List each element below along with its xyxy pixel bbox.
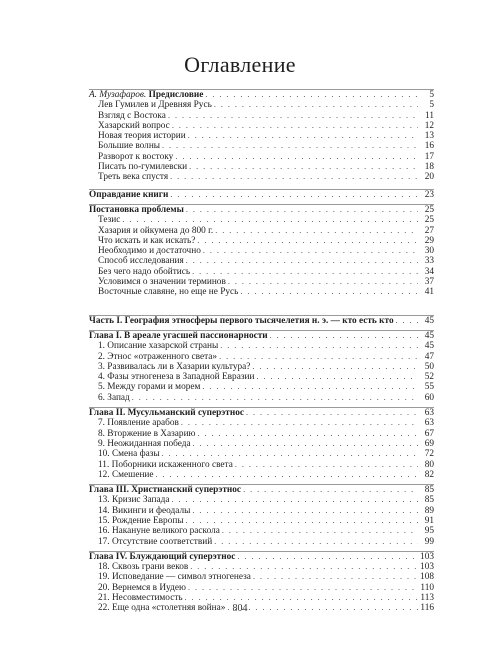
- toc-entry-page: 52: [424, 372, 434, 383]
- toc-entry-page: 63: [424, 418, 434, 429]
- toc-entry: [89, 287, 434, 297]
- toc-entry-page: 50: [424, 361, 434, 372]
- toc-entry-page: 25: [424, 204, 434, 215]
- toc-entry-page: 113: [420, 593, 434, 604]
- toc-entry-title: Большие волны: [98, 141, 161, 152]
- toc-dot-leader: [175, 152, 418, 162]
- toc-dot-leader: [188, 131, 418, 141]
- toc-entry-title: 19. Исповедание — символ этногенеза: [98, 572, 251, 583]
- page-number: 804: [232, 603, 248, 614]
- toc-dot-leader: [222, 526, 418, 536]
- toc-entry-title: Писать по-гумилевски: [98, 162, 188, 173]
- toc-dot-leader: [240, 287, 418, 297]
- toc-dot-leader: [186, 516, 418, 526]
- toc-entry: [89, 495, 434, 505]
- toc-entry-title: 16. Накануне великого раскола: [98, 526, 220, 537]
- toc-entry-title: 13. Кризис Запада: [98, 495, 170, 506]
- toc-entry: [89, 341, 434, 351]
- toc-entry-page: 99: [424, 536, 434, 547]
- toc-entry-title: Глава IV. Блуждающий суперэтнос: [89, 551, 236, 562]
- toc-dot-leader: [172, 495, 419, 505]
- toc-dot-leader: [156, 470, 418, 480]
- toc-entry-page: 37: [424, 277, 434, 288]
- toc-dot-leader: [202, 382, 418, 392]
- toc-entry-page: 18: [424, 162, 434, 173]
- toc-entry-title: 14. Викинги и феодалы: [98, 505, 191, 516]
- toc-entry-page: 108: [420, 572, 434, 583]
- toc-dot-leader: [192, 267, 418, 277]
- toc-entry-page: 85: [424, 495, 434, 506]
- toc-dot-leader: [122, 215, 418, 225]
- toc-entry-title: Глава II. Мусульманский суперэтнос: [89, 408, 244, 419]
- toc-entry: [89, 460, 434, 470]
- toc-entry-page: 13: [424, 131, 434, 142]
- toc-entry: [89, 537, 434, 547]
- toc-entry-title: 9. Неожиданная победа: [98, 438, 191, 449]
- toc-entry-page: 27: [424, 225, 434, 236]
- toc-entry-page: 91: [424, 515, 434, 526]
- toc-entry: [89, 382, 434, 392]
- toc-dot-leader: [270, 331, 418, 341]
- toc-entry-title: 15. Рождение Европы: [98, 515, 184, 526]
- toc-entry-page: 67: [424, 428, 434, 439]
- toc-entry: [89, 246, 434, 256]
- toc-dot-leader: [253, 572, 418, 582]
- toc-dot-leader: [168, 111, 418, 121]
- toc-entry-title: Часть I. География этносферы первого тысячелетия н. э. — кто есть кто: [89, 315, 394, 326]
- toc-entry-page: 12: [424, 120, 434, 131]
- toc-entry-title: Разворот к востоку: [98, 151, 174, 162]
- toc-dot-leader: [132, 393, 418, 403]
- toc-entry-title: 4. Фазы этногенеза в Западной Евразии: [98, 372, 255, 383]
- toc-entry-page: 55: [424, 382, 434, 393]
- toc-entry: [89, 393, 434, 403]
- toc-entry-title: Что искать и как искать?: [98, 235, 196, 246]
- toc-spacer: [89, 298, 434, 315]
- toc-entry-title: Оправдание книги: [89, 189, 169, 200]
- toc-dot-leader: [243, 485, 418, 495]
- toc-entry-page: 29: [424, 235, 434, 246]
- toc-entry: [89, 484, 434, 495]
- toc-dot-leader: [214, 100, 418, 110]
- toc-entry-page: 23: [424, 189, 434, 200]
- toc-entry: [89, 111, 434, 121]
- toc-entry: [89, 526, 434, 536]
- toc-entry: [89, 121, 434, 131]
- toc-entry-title: Восточные славяне, но еще не Русь: [98, 287, 239, 298]
- toc-entry-page: 103: [420, 562, 434, 573]
- toc-entry-page: 110: [420, 582, 434, 593]
- toc-dot-leader: [214, 537, 418, 547]
- toc-entry-page: 11: [425, 110, 434, 121]
- toc-entry: [89, 89, 434, 100]
- toc-entry-page: 45: [424, 330, 434, 341]
- toc-entry: [89, 551, 434, 562]
- toc-entry-title: 21. Несовместимость: [98, 593, 183, 604]
- toc-entry-heading: Предисловие: [148, 90, 204, 100]
- toc-entry-page: 17: [424, 151, 434, 162]
- toc-entry: [89, 372, 434, 382]
- toc-entry: [89, 236, 434, 246]
- toc-entry-page: 80: [424, 459, 434, 470]
- toc-entry: [89, 429, 434, 439]
- toc-dot-leader: [193, 439, 418, 449]
- toc-entry: [89, 449, 434, 459]
- toc-entry: [89, 593, 434, 603]
- toc-entry: [89, 267, 434, 277]
- toc-entry: [89, 330, 434, 341]
- toc-entry-page: 25: [424, 215, 434, 226]
- toc-dot-leader: [246, 408, 418, 418]
- toc-dot-leader: [192, 506, 418, 516]
- toc-entry: [89, 152, 434, 162]
- toc-entry-page: 82: [424, 469, 434, 480]
- toc-dot-leader: [396, 316, 418, 326]
- toc-entry-page: 116: [420, 603, 434, 614]
- toc-dot-leader: [198, 429, 419, 439]
- toc-entry-page: 63: [424, 408, 434, 419]
- toc-entry-page: 5: [429, 90, 434, 100]
- toc-dot-leader: [172, 121, 418, 131]
- toc-entry: [89, 215, 434, 225]
- toc-entry-page: 45: [424, 315, 434, 326]
- toc-entry-title: 10. Смена фазы: [98, 449, 160, 460]
- toc-entry-title: 18. Сквозь грани веков: [98, 562, 189, 573]
- toc-dot-leader: [188, 583, 418, 593]
- toc-entry-title: Без чего надо обойтись: [98, 266, 191, 277]
- toc-entry-title: Хазарский вопрос: [98, 120, 170, 131]
- toc-entry-title: 20. Вернемся в Иудею: [98, 582, 186, 593]
- toc-entry: [89, 407, 434, 418]
- toc-entry-title: Тезис: [98, 215, 121, 226]
- toc-entry-title: Постановка проблемы: [89, 204, 184, 215]
- toc-entry-title: 8. Вторжение в Хазарию: [98, 428, 196, 439]
- toc-dot-leader: [162, 141, 418, 151]
- toc-entry-title: 2. Этнос «отраженного света»: [98, 351, 218, 362]
- toc-entry-title: 22. Еще одна «столетняя война»: [98, 603, 226, 614]
- toc-entry: [89, 226, 434, 236]
- toc-dot-leader: [215, 226, 418, 236]
- toc-entry-page: 33: [424, 256, 434, 267]
- toc-entry-title: 7. Появление арабов: [98, 418, 179, 429]
- toc-entry: [89, 162, 434, 172]
- toc-entry: [89, 562, 434, 572]
- toc-entry-title: Взгляд с Востока: [98, 110, 166, 121]
- toc-entry: [89, 172, 434, 182]
- toc-dot-leader: [219, 352, 418, 362]
- toc-entry-page: 41: [424, 287, 434, 298]
- toc-entry-title: Треть века спустя: [98, 172, 169, 183]
- toc-entry: [89, 189, 434, 200]
- toc-entry-page: 16: [424, 141, 434, 152]
- toc-entry: [89, 516, 434, 526]
- toc-dot-leader: [252, 362, 418, 372]
- toc-entry-title: Способ исследования: [98, 256, 184, 267]
- toc-dot-leader: [256, 372, 418, 382]
- toc-entry-page: 85: [424, 485, 434, 496]
- toc-entry-author: А. Музафаров.: [89, 90, 147, 100]
- toc-entry: [89, 131, 434, 141]
- toc-entry-title: 3. Развивалась ли в Хазарии культура?: [98, 361, 251, 372]
- toc-entry: [89, 418, 434, 428]
- toc-entry: [89, 470, 434, 480]
- toc-dot-leader: [170, 172, 418, 182]
- toc-entry-page: 30: [424, 246, 434, 257]
- toc-entry: [89, 277, 434, 287]
- toc-entry-page: 89: [424, 505, 434, 516]
- toc-dot-leader: [186, 205, 418, 215]
- toc-entry-title: Глава III. Христианский суперэтнос: [89, 485, 242, 496]
- toc-entry-title: 1. Описание хазарской страны: [98, 341, 219, 352]
- toc-entry-page: 103: [420, 551, 434, 562]
- toc-entry-title: 12. Смешение: [98, 469, 154, 480]
- toc-entry-title: Лев Гумилев и Древняя Русь: [98, 100, 212, 111]
- toc-entry-page: 60: [424, 392, 434, 403]
- toc-entry-title: 11. Поборники искаженного света: [98, 459, 233, 470]
- toc-dot-leader: [220, 341, 418, 351]
- toc-entry-page: 45: [424, 341, 434, 352]
- toc-entry: [89, 362, 434, 372]
- toc-entry-page: 47: [424, 351, 434, 362]
- toc-entry-title: [89, 90, 205, 100]
- toc-entry: [89, 583, 434, 593]
- toc-dot-leader: [205, 90, 418, 100]
- toc-entry: [89, 352, 434, 362]
- toc-entry: [89, 256, 434, 266]
- toc-entry-page: 5: [429, 100, 434, 111]
- toc-entry-page: 69: [424, 438, 434, 449]
- toc-entry-title: Новая теория истории: [98, 131, 186, 142]
- toc-dot-leader: [185, 593, 418, 603]
- toc-entry: [89, 100, 434, 110]
- toc-dot-leader: [203, 246, 418, 256]
- toc-entry-title: Глава I. В ареале угасшей пассионарности: [89, 330, 268, 341]
- toc-entry: [89, 141, 434, 151]
- toc-entry-page: 95: [424, 526, 434, 537]
- toc-entry-title: Условимся о значении терминов: [98, 277, 226, 288]
- toc-entry: [89, 506, 434, 516]
- toc-dot-leader: [237, 552, 418, 562]
- toc-dot-leader: [235, 460, 418, 470]
- toc-dot-leader: [186, 256, 418, 266]
- toc-entry: [89, 315, 434, 326]
- toc-dot-leader: [190, 562, 418, 572]
- page-title: Оглавление: [184, 52, 296, 77]
- toc-entry-title: 5. Между горами и морем: [98, 382, 201, 393]
- table-of-contents: [89, 89, 434, 614]
- toc-dot-leader: [162, 449, 418, 459]
- toc-entry: [89, 204, 434, 215]
- toc-entry-title: 17. Отсутствие соответствий: [98, 536, 213, 547]
- toc-dot-leader: [181, 418, 418, 428]
- toc-dot-leader: [228, 277, 418, 287]
- toc-entry-page: 72: [424, 449, 434, 460]
- toc-entry-title: Необходимо и достаточно: [98, 246, 201, 257]
- toc-entry-title: 6. Запад: [98, 392, 130, 403]
- toc-dot-leader: [189, 162, 418, 172]
- toc-entry-title: Хазария и ойкумена до 800 г.: [98, 225, 214, 236]
- toc-dot-leader: [170, 190, 418, 200]
- toc-dot-leader: [197, 236, 418, 246]
- toc-entry: [89, 439, 434, 449]
- toc-entry-page: 20: [424, 172, 434, 183]
- toc-entry-page: 34: [424, 266, 434, 277]
- toc-entry: [89, 572, 434, 582]
